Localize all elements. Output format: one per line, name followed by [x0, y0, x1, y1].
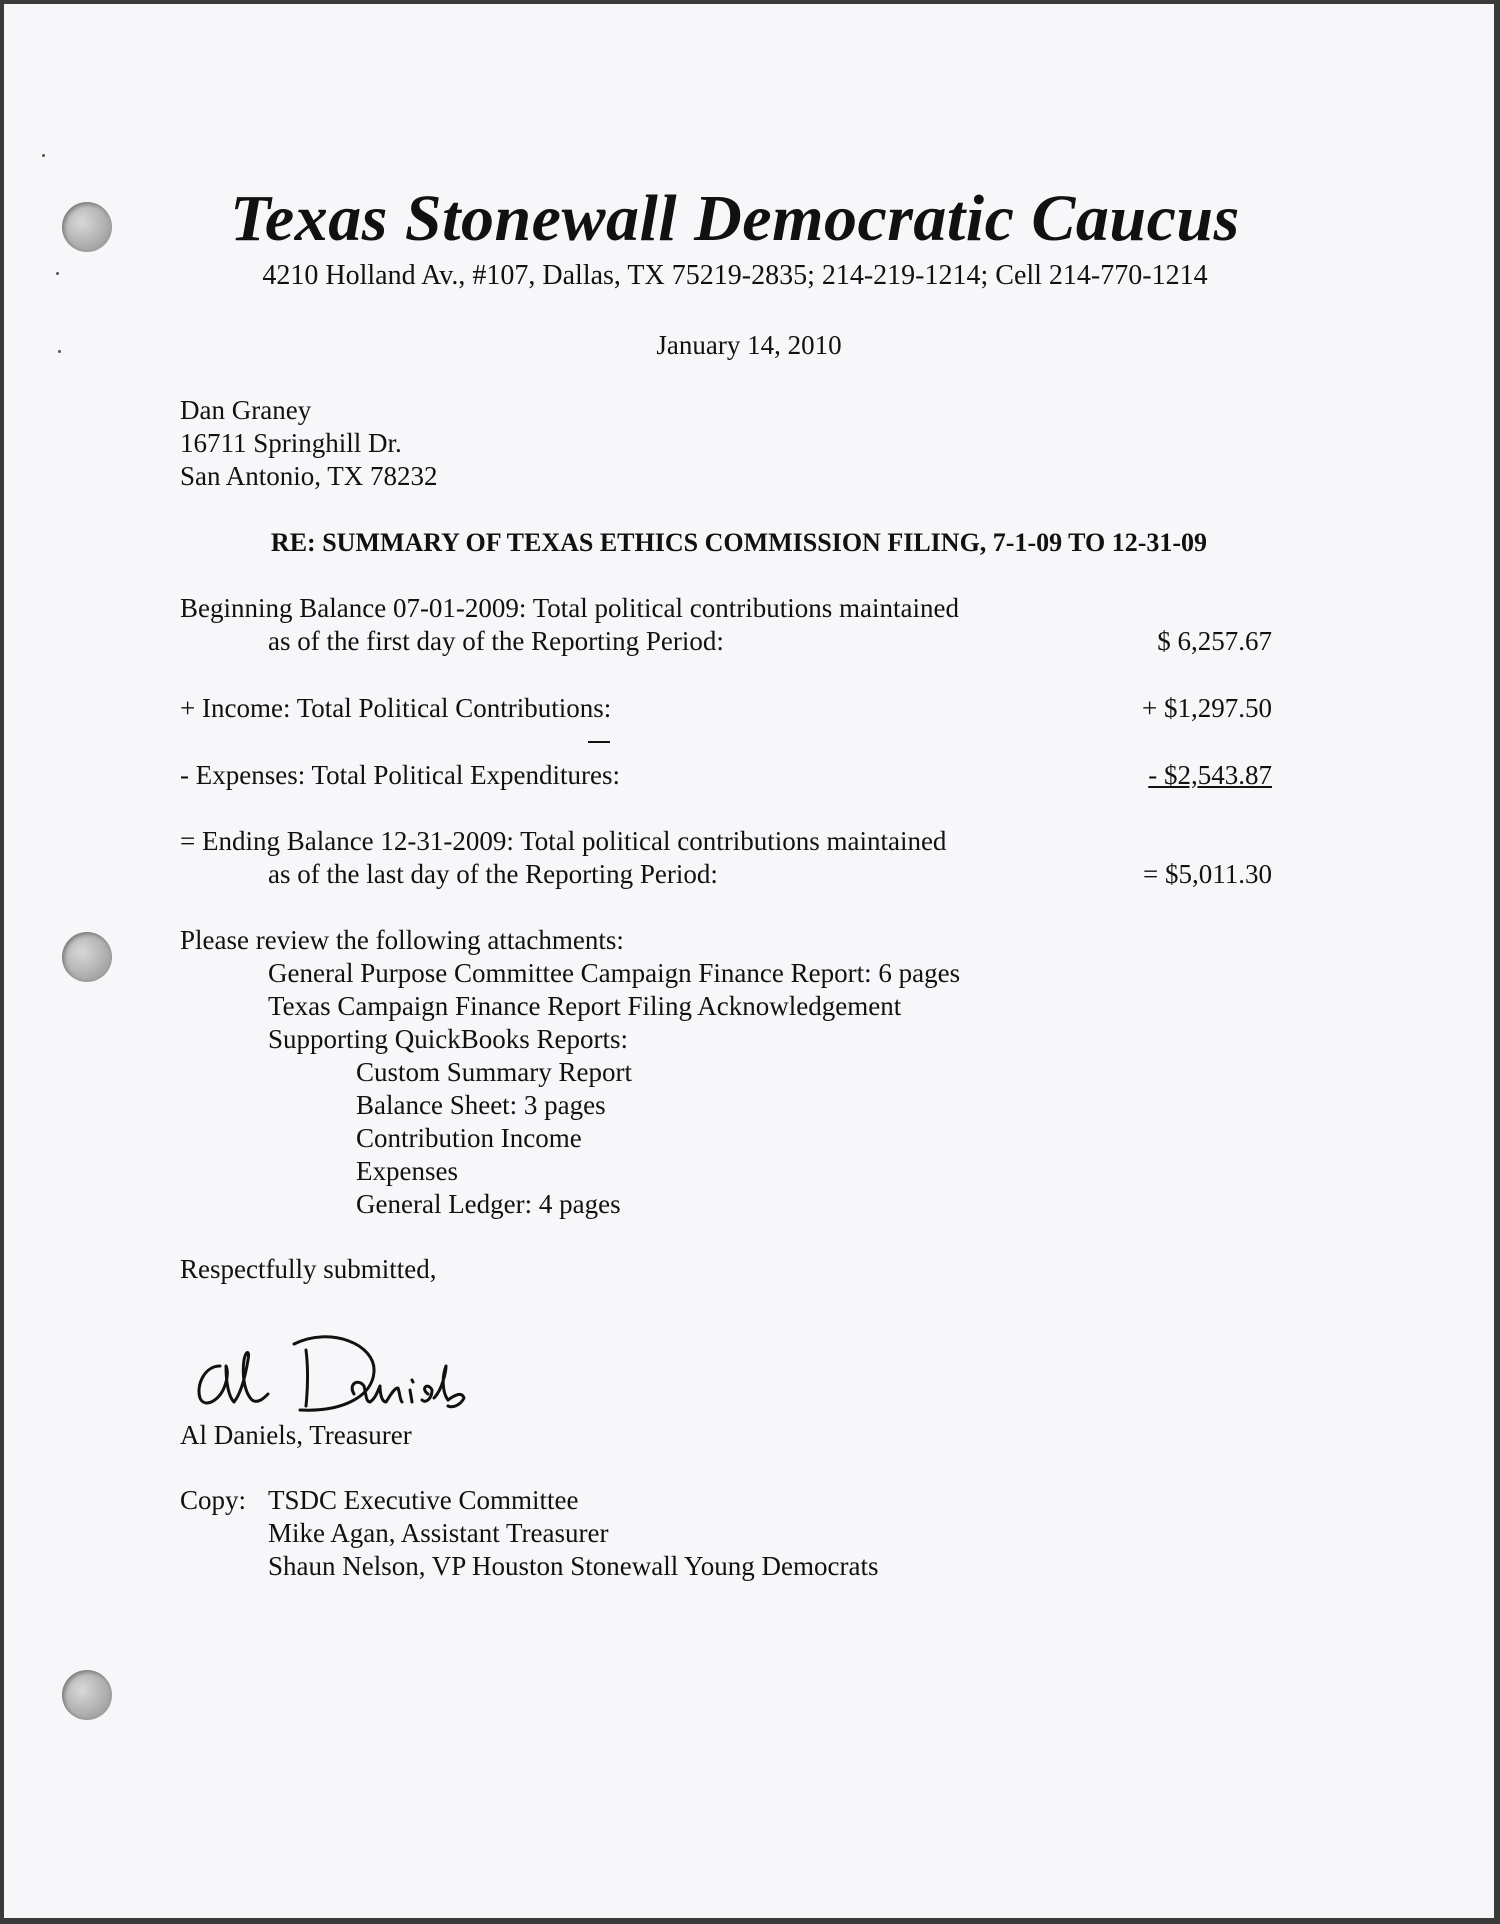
punch-hole-middle [62, 932, 112, 982]
copy-recipient: TSDC Executive Committee [268, 1485, 579, 1515]
beginning-balance-label-line2: as of the first day of the Reporting Period: [268, 626, 724, 656]
recipient-name: Dan Graney [180, 395, 312, 425]
signer-name: Al Daniels, Treasurer [180, 1420, 412, 1450]
closing-line: Respectfully submitted, [180, 1254, 437, 1284]
copy-label: Copy: [180, 1485, 247, 1515]
scan-speck [42, 154, 45, 157]
ending-balance-amount: = $5,011.30 [1143, 859, 1272, 889]
punch-hole-bottom [62, 1670, 112, 1720]
attachment-item: Supporting QuickBooks Reports: [268, 1024, 629, 1054]
beginning-balance-amount: $ 6,257.67 [1157, 626, 1272, 656]
attachment-item: Texas Campaign Finance Report Filing Acknowledgement [268, 991, 902, 1021]
attachment-subitem: Expenses [356, 1156, 458, 1186]
organization-name: Texas Stonewall Democratic Caucus [230, 182, 1240, 255]
beginning-balance-label-line1: Beginning Balance 07-01-2009: Total political contributions maintained [180, 593, 959, 623]
copy-recipient: Mike Agan, Assistant Treasurer [268, 1518, 609, 1548]
income-amount: + $1,297.50 [1142, 693, 1272, 723]
attachment-subitem: Custom Summary Report [356, 1057, 632, 1087]
attachment-subitem: Contribution Income [356, 1123, 582, 1153]
income-label: + Income: Total Political Contributions: [180, 693, 612, 723]
recipient-street: 16711 Springhill Dr. [180, 428, 402, 458]
attachment-subitem: Balance Sheet: 3 pages [356, 1090, 606, 1120]
organization-address: 4210 Holland Av., #107, Dallas, TX 75219-2835; 214-219-1214; Cell 214-770-1214 [262, 260, 1208, 291]
divider-mark [588, 741, 610, 743]
expenses-label: - Expenses: Total Political Expenditures: [180, 760, 621, 790]
recipient-address-block [180, 394, 438, 493]
letter-date: January 14, 2010 [656, 330, 842, 360]
attachment-subitem: General Ledger: 4 pages [356, 1189, 621, 1219]
attachment-item: General Purpose Committee Campaign Finance Report: 6 pages [268, 958, 961, 988]
ending-balance-label-line2: as of the last day of the Reporting Period: [268, 859, 718, 889]
attachments-intro: Please review the following attachments: [180, 925, 624, 955]
handwritten-signature [190, 1314, 510, 1424]
copy-list [180, 1484, 879, 1583]
expenses-amount: - $2,543.87 [1148, 760, 1272, 790]
ending-balance-label-line1: = Ending Balance 12-31-2009: Total political contributions maintained [180, 826, 947, 856]
letter-page [4, 4, 1494, 1918]
copy-recipient: Shaun Nelson, VP Houston Stonewall Young Democrats [268, 1551, 879, 1581]
subject-line: RE: SUMMARY OF TEXAS ETHICS COMMISSION FILING, 7-1-09 TO 12-31-09 [270, 528, 1208, 557]
attachments-list [180, 924, 960, 1221]
recipient-city: San Antonio, TX 78232 [180, 461, 438, 491]
